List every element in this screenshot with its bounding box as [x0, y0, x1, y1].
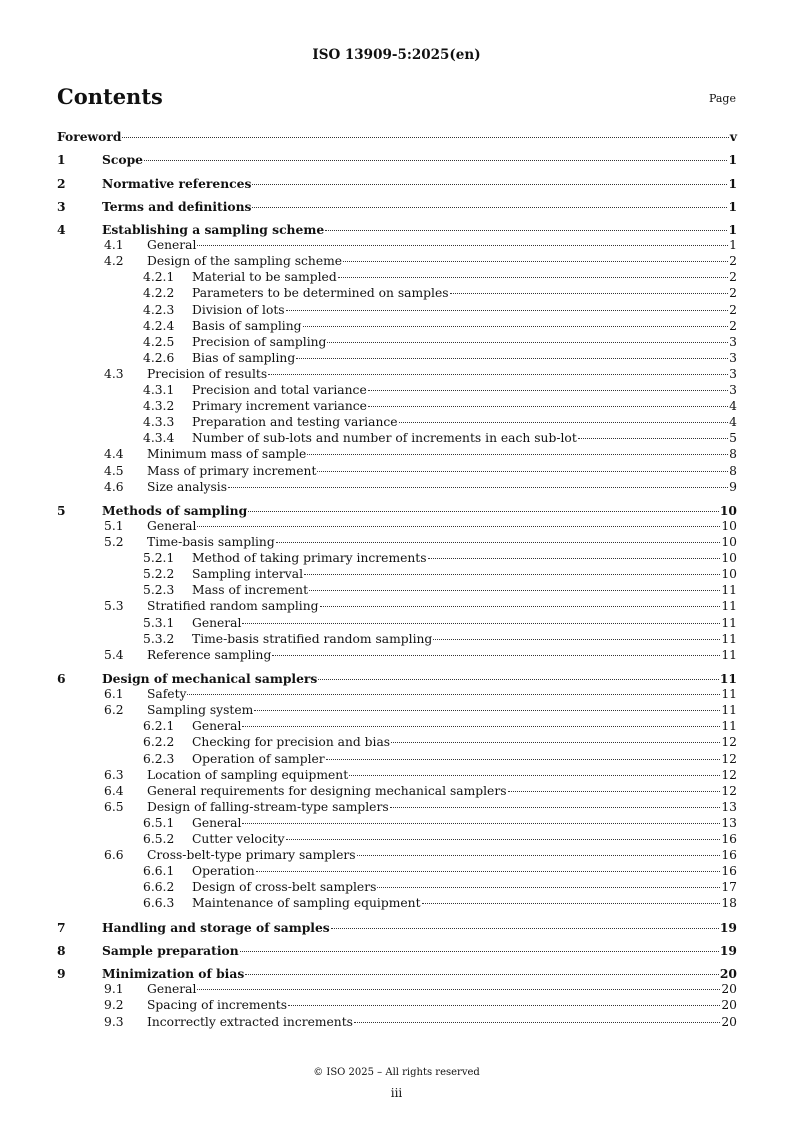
toc-entry[interactable] — [57, 335, 737, 351]
toc-entry-number: 4.5 — [104, 463, 124, 478]
toc-entry-number: 6.4 — [104, 783, 124, 798]
toc-entry-page: 1 — [728, 152, 737, 168]
toc-entry-page: 10 — [721, 518, 737, 533]
toc-entry[interactable] — [57, 703, 737, 719]
toc-entry-page: 20 — [719, 966, 737, 982]
dot-leader — [254, 710, 720, 711]
toc-entry-title: Basis of sampling — [192, 318, 302, 333]
toc-entry-title: Terms and definitions — [102, 198, 252, 214]
toc-entry-title: Number of sub-lots and number of increments in each sub-lot — [192, 431, 577, 446]
toc-entry-title: Location of sampling equipment — [147, 767, 349, 782]
toc-entry[interactable] — [57, 671, 737, 687]
toc-entry[interactable] — [57, 784, 737, 800]
toc-entry-number: 4.4 — [104, 447, 124, 462]
toc-entry-number: 2 — [57, 175, 66, 191]
dot-leader — [228, 487, 728, 488]
toc-entry[interactable] — [57, 998, 737, 1014]
toc-entry-page: 20 — [721, 998, 737, 1013]
toc-entry-title: Reference sampling — [147, 647, 272, 662]
dot-leader — [309, 590, 720, 591]
toc-entry[interactable] — [57, 176, 737, 192]
dot-leader — [252, 184, 727, 185]
toc-entry[interactable] — [57, 399, 737, 415]
toc-entry[interactable] — [57, 880, 737, 896]
toc-entry-page: 11 — [721, 615, 737, 630]
toc-entry-title: General — [192, 719, 242, 734]
toc-entry-number: 5.1 — [104, 518, 124, 533]
toc-entry-number: 5.2.2 — [143, 567, 175, 582]
dot-leader — [343, 261, 728, 262]
toc-entry-title: Minimum mass of sample — [147, 447, 307, 462]
dot-leader — [276, 542, 721, 543]
toc-entry-title: General — [192, 815, 242, 830]
toc-entry-page: 12 — [721, 735, 737, 750]
toc-entry-page: 13 — [721, 799, 737, 814]
toc-entry[interactable] — [57, 351, 737, 367]
toc-entry-title: Precision of sampling — [192, 334, 327, 349]
dot-leader — [390, 807, 721, 808]
toc-entry-title: Time-basis sampling — [147, 535, 275, 550]
toc-entry-title: Material to be sampled — [192, 270, 337, 285]
toc-entry-page: 11 — [721, 583, 737, 598]
toc-entry[interactable] — [57, 303, 737, 319]
dot-leader — [320, 606, 721, 607]
toc-entry-page: 19 — [719, 943, 737, 959]
toc-entry-title: General — [192, 615, 242, 630]
toc-entry-page: 12 — [721, 783, 737, 798]
toc-entry-number: 4.1 — [104, 238, 124, 253]
toc-entry-title: Parameters to be determined on samples — [192, 286, 449, 301]
toc-entry-number: 6 — [57, 671, 66, 687]
toc-entry-title: General requirements for designing mechanical samplers — [147, 783, 507, 798]
dot-leader — [240, 951, 719, 952]
dot-leader — [331, 928, 719, 929]
toc-entry-title: Establishing a sampling scheme — [102, 222, 325, 238]
dot-leader — [242, 726, 720, 727]
toc-entry-title: Operation of sampler — [192, 751, 325, 766]
toc-entry[interactable] — [57, 752, 737, 768]
toc-entry-number: 5.4 — [104, 647, 124, 662]
toc-entry-page: 20 — [721, 1014, 737, 1029]
toc-entry-page: 11 — [721, 631, 737, 646]
dot-leader — [268, 374, 728, 375]
toc-entry[interactable] — [57, 238, 737, 254]
toc-entry[interactable] — [57, 864, 737, 880]
toc-entry-number: 4 — [57, 222, 66, 238]
toc-entry-number: 6.2.1 — [143, 719, 175, 734]
toc-entry-number: 5.2 — [104, 535, 124, 550]
toc-entry[interactable] — [57, 816, 737, 832]
toc-entry-title: Sampling system — [147, 703, 254, 718]
dot-leader — [326, 759, 721, 760]
dot-leader — [357, 855, 721, 856]
dot-leader — [368, 390, 728, 391]
toc-entry-page: 11 — [719, 671, 737, 687]
toc-entry-page: 3 — [729, 366, 737, 381]
toc-entry-title: Bias of sampling — [192, 350, 296, 365]
dot-leader — [578, 438, 728, 439]
dot-leader — [325, 230, 727, 231]
toc-entry[interactable] — [57, 503, 737, 519]
dot-leader — [433, 639, 720, 640]
toc-entry[interactable] — [57, 567, 737, 583]
dot-leader — [272, 655, 720, 656]
toc-entry-number: 6.3 — [104, 767, 124, 782]
toc-entry-page: 11 — [721, 687, 737, 702]
toc-entry-title: Size analysis — [147, 479, 228, 494]
toc-entry[interactable] — [57, 943, 737, 959]
toc-entry-number: 4.2.4 — [143, 318, 175, 333]
toc-entry-title: Foreword — [57, 129, 122, 144]
toc-entry-number: 9.1 — [104, 982, 124, 997]
dot-leader — [197, 526, 720, 527]
dot-leader — [303, 326, 729, 327]
dot-leader — [197, 989, 720, 990]
dot-leader — [318, 679, 719, 680]
toc-entry[interactable] — [57, 152, 737, 168]
toc-entry-number: 5.3 — [104, 599, 124, 614]
toc-entry-page: 20 — [721, 982, 737, 997]
dot-leader — [144, 160, 727, 161]
dot-leader — [349, 775, 720, 776]
toc-entry-title: Spacing of increments — [147, 998, 288, 1013]
toc-entry-number: 4.3.4 — [143, 431, 175, 446]
dot-leader — [422, 903, 721, 904]
toc-entry-title: General — [147, 518, 197, 533]
toc-entry-number: 6.5.2 — [143, 831, 175, 846]
toc-entry[interactable] — [57, 800, 737, 816]
table-of-contents — [57, 129, 737, 1031]
toc-entry-title: Design of falling-stream-type samplers — [147, 799, 389, 814]
toc-entry[interactable] — [57, 383, 737, 399]
toc-entry-title: Incorrectly extracted increments — [147, 1014, 353, 1029]
toc-entry-number: 5.2.1 — [143, 551, 175, 566]
dot-leader — [286, 839, 721, 840]
dot-leader — [391, 742, 720, 743]
toc-entry-title: Minimization of bias — [102, 966, 245, 982]
toc-entry[interactable] — [57, 270, 737, 286]
toc-entry-page: 11 — [721, 647, 737, 662]
toc-entry-number: 9.2 — [104, 998, 124, 1013]
toc-entry[interactable] — [57, 480, 737, 496]
toc-entry-page: 8 — [729, 463, 737, 478]
dot-leader — [286, 310, 729, 311]
toc-entry-number: 4.2.1 — [143, 270, 175, 285]
dot-leader — [338, 277, 728, 278]
toc-entry-number: 9.3 — [104, 1014, 124, 1029]
toc-entry[interactable] — [57, 535, 737, 551]
toc-entry[interactable] — [57, 129, 737, 145]
toc-entry-title: Cutter velocity — [192, 831, 285, 846]
toc-entry-number: 4.2.6 — [143, 350, 175, 365]
toc-entry-number: 4.6 — [104, 479, 124, 494]
dot-leader — [187, 694, 720, 695]
toc-entry-title: Handling and storage of samples — [102, 919, 330, 935]
toc-entry-page: 2 — [729, 318, 737, 333]
toc-entry[interactable] — [57, 519, 737, 535]
toc-entry-number: 7 — [57, 919, 66, 935]
toc-entry-page: 2 — [729, 270, 737, 285]
toc-entry[interactable] — [57, 199, 737, 215]
toc-entry[interactable] — [57, 286, 737, 302]
toc-entry-title: Preparation and testing variance — [192, 415, 398, 430]
toc-entry-number: 6.6 — [104, 848, 124, 863]
toc-entry-page: 18 — [721, 896, 737, 911]
toc-entry-number: 4.3.3 — [143, 415, 175, 430]
toc-entry-page: 8 — [729, 447, 737, 462]
toc-entry-page: 16 — [721, 864, 737, 879]
toc-entry-page: 4 — [729, 399, 737, 414]
toc-entry-title: Precision of results — [147, 366, 268, 381]
toc-entry-title: Design of the sampling scheme — [147, 254, 343, 269]
toc-entry-page: 3 — [729, 383, 737, 398]
toc-entry-page: 10 — [721, 567, 737, 582]
toc-entry[interactable] — [57, 431, 737, 447]
dot-leader — [296, 358, 728, 359]
toc-entry-title: Sample preparation — [102, 943, 239, 959]
toc-entry-number: 9 — [57, 966, 66, 982]
dot-leader — [248, 511, 719, 512]
toc-entry-number: 4.3 — [104, 366, 124, 381]
toc-entry-number: 5.3.2 — [143, 631, 175, 646]
toc-entry-page: 9 — [729, 479, 737, 494]
toc-entry-number: 6.2.2 — [143, 735, 175, 750]
toc-entry-page: 1 — [728, 222, 737, 238]
toc-entry-page: 2 — [729, 286, 737, 301]
copyright-footer: © ISO 2025 – All rights reserved — [313, 1067, 480, 1078]
dot-leader — [317, 471, 728, 472]
toc-entry[interactable] — [57, 222, 737, 238]
dot-leader — [122, 137, 728, 138]
toc-entry-page: 3 — [729, 350, 737, 365]
toc-entry-page: 12 — [721, 767, 737, 782]
dot-leader — [197, 245, 728, 246]
toc-entry-page: 10 — [721, 551, 737, 566]
toc-entry-page: 11 — [721, 719, 737, 734]
toc-entry[interactable] — [57, 464, 737, 480]
toc-entry-title: Sampling interval — [192, 567, 304, 582]
toc-entry-title: Methods of sampling — [102, 502, 248, 518]
toc-entry-title: Operation — [192, 864, 255, 879]
toc-entry-title: Mass of increment — [192, 583, 309, 598]
toc-entry-number: 4.2.2 — [143, 286, 175, 301]
toc-entry-title: Stratified random sampling — [147, 599, 319, 614]
toc-entry-number: 5 — [57, 502, 66, 518]
toc-entry-title: Method of taking primary increments — [192, 551, 427, 566]
toc-entry[interactable] — [57, 719, 737, 735]
toc-entry-page: 16 — [721, 848, 737, 863]
toc-entry-title: Normative references — [102, 175, 252, 191]
dot-leader — [242, 823, 720, 824]
toc-entry-page: 16 — [721, 831, 737, 846]
dot-leader — [377, 887, 720, 888]
toc-entry-number: 4.3.2 — [143, 399, 175, 414]
dot-leader — [508, 791, 721, 792]
toc-entry-page: 10 — [721, 535, 737, 550]
dot-leader — [242, 623, 720, 624]
toc-entry[interactable] — [57, 632, 737, 648]
toc-entry-number: 4.3.1 — [143, 383, 175, 398]
toc-entry-title: Mass of primary increment — [147, 463, 317, 478]
toc-entry[interactable] — [57, 599, 737, 615]
toc-entry-page: 11 — [721, 703, 737, 718]
toc-entry-page: 5 — [729, 431, 737, 446]
dot-leader — [428, 558, 721, 559]
toc-entry-page: 1 — [728, 198, 737, 214]
toc-entry-page: 1 — [729, 238, 737, 253]
dot-leader — [304, 574, 720, 575]
toc-entry-number: 6.5 — [104, 799, 124, 814]
toc-entry-page: 1 — [728, 175, 737, 191]
toc-entry-title: Design of mechanical samplers — [102, 671, 318, 687]
dot-leader — [368, 406, 728, 407]
toc-entry-number: 4.2.3 — [143, 302, 175, 317]
toc-entry[interactable] — [57, 447, 737, 463]
toc-entry-page: 10 — [719, 502, 737, 518]
page-number: iii — [390, 1086, 403, 1100]
dot-leader — [245, 974, 719, 975]
toc-entry-number: 3 — [57, 198, 66, 214]
toc-entry[interactable] — [57, 896, 737, 912]
toc-entry-title: Design of cross-belt samplers — [192, 880, 377, 895]
toc-entry-page: v — [729, 129, 737, 144]
toc-entry-title: Primary increment variance — [192, 399, 367, 414]
toc-entry-page: 12 — [721, 751, 737, 766]
toc-entry-number: 5.3.1 — [143, 615, 175, 630]
toc-entry-page: 3 — [729, 334, 737, 349]
toc-entry-number: 6.6.2 — [143, 880, 175, 895]
toc-entry[interactable] — [57, 254, 737, 270]
toc-entry-page: 2 — [729, 254, 737, 269]
toc-entry-page: 4 — [729, 415, 737, 430]
toc-entry-page: 13 — [721, 815, 737, 830]
dot-leader — [399, 422, 729, 423]
dot-leader — [256, 871, 721, 872]
page-column-label: Page — [708, 92, 736, 105]
toc-entry-number: 6.5.1 — [143, 815, 175, 830]
toc-entry[interactable] — [57, 319, 737, 335]
toc-entry-page: 17 — [721, 880, 737, 895]
dot-leader — [327, 342, 728, 343]
toc-entry[interactable] — [57, 768, 737, 784]
dot-leader — [450, 293, 729, 294]
toc-entry[interactable] — [57, 648, 737, 664]
dot-leader — [288, 1005, 720, 1006]
toc-entry-title: Cross-belt-type primary samplers — [147, 848, 356, 863]
toc-entry-title: Time-basis stratified random sampling — [192, 631, 433, 646]
toc-entry[interactable] — [57, 551, 737, 567]
toc-entry[interactable] — [57, 735, 737, 751]
toc-entry-title: Maintenance of sampling equipment — [192, 896, 421, 911]
toc-entry[interactable] — [57, 832, 737, 848]
dot-leader — [252, 207, 727, 208]
toc-entry-page: 11 — [721, 599, 737, 614]
toc-entry[interactable] — [57, 982, 737, 998]
toc-entry[interactable] — [57, 1015, 737, 1031]
toc-entry[interactable] — [57, 687, 737, 703]
toc-entry-page: 2 — [729, 302, 737, 317]
toc-entry-title: Division of lots — [192, 302, 285, 317]
toc-entry-number: 6.6.1 — [143, 864, 175, 879]
page-title: Contents — [57, 84, 163, 109]
toc-entry-number: 4.2 — [104, 254, 124, 269]
toc-entry-title: Safety — [147, 687, 187, 702]
toc-entry-title: Checking for precision and bias — [192, 735, 391, 750]
toc-entry-number: 5.2.3 — [143, 583, 175, 598]
toc-entry-title: General — [147, 982, 197, 997]
toc-entry[interactable] — [57, 583, 737, 599]
toc-entry-title: General — [147, 238, 197, 253]
document-header: ISO 13909-5:2025(en) — [312, 47, 481, 63]
toc-entry-number: 1 — [57, 152, 66, 168]
dot-leader — [354, 1022, 720, 1023]
toc-entry-number: 6.6.3 — [143, 896, 175, 911]
toc-entry[interactable] — [57, 616, 737, 632]
toc-entry[interactable] — [57, 367, 737, 383]
toc-entry[interactable] — [57, 920, 737, 936]
dot-leader — [307, 454, 728, 455]
toc-entry-number: 6.2.3 — [143, 751, 175, 766]
toc-entry-title: Scope — [102, 152, 143, 168]
toc-entry-number: 6.1 — [104, 687, 124, 702]
toc-entry-number: 6.2 — [104, 703, 124, 718]
toc-entry-number: 4.2.5 — [143, 334, 175, 349]
toc-entry[interactable] — [57, 415, 737, 431]
toc-entry[interactable] — [57, 966, 737, 982]
toc-entry[interactable] — [57, 848, 737, 864]
toc-entry-title: Precision and total variance — [192, 383, 367, 398]
toc-entry-page: 19 — [719, 919, 737, 935]
toc-entry-number: 8 — [57, 943, 66, 959]
